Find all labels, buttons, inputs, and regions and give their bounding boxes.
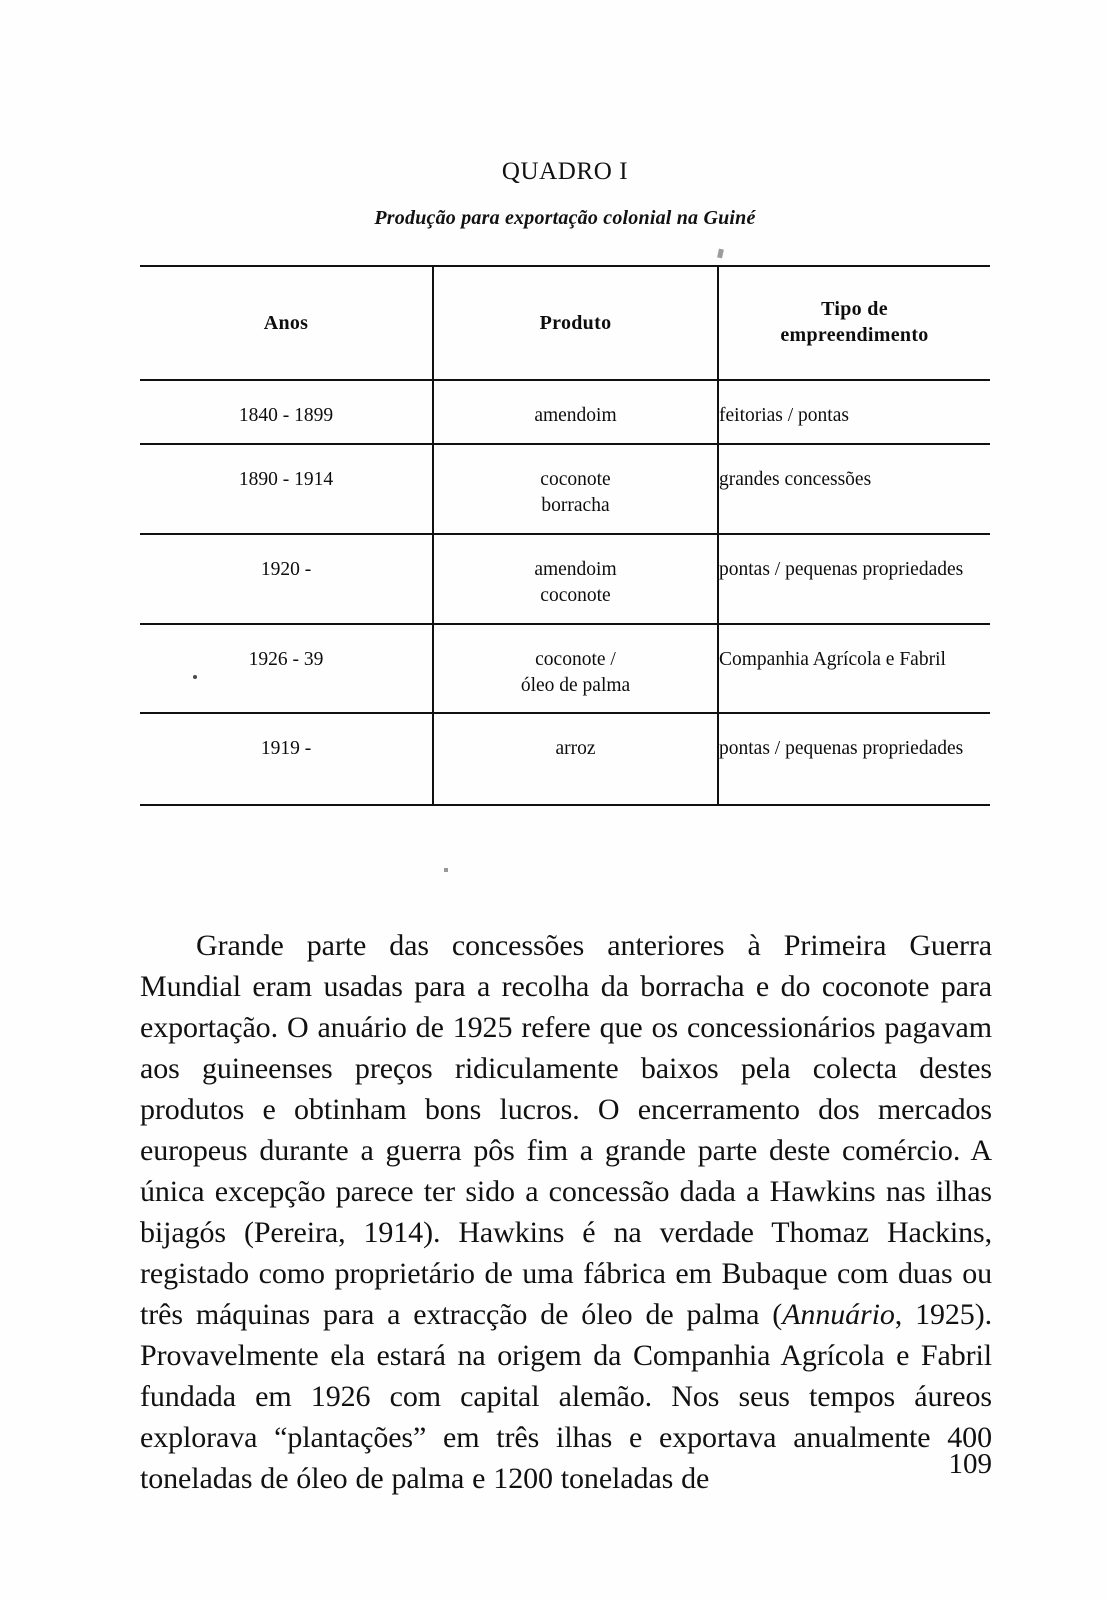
table-row <box>140 713 990 805</box>
table-subtitle: Produção para exportação colonial na Guiné <box>374 207 756 229</box>
column-header-tipo-line2: empreendimento <box>780 324 929 346</box>
cell-produto-line1: amendoim <box>534 405 617 426</box>
table-row <box>140 380 990 444</box>
cell-produto-line1: coconote <box>540 468 611 490</box>
table-row <box>140 624 990 714</box>
cell-anos: 1926 - 39 <box>140 624 433 714</box>
cell-tipo: pontas / pequenas propriedades <box>718 534 990 624</box>
cell-produto-line1: coconote / <box>535 648 616 670</box>
paragraph-part-2: , 1925). Provavelmente ela estará na origem da Companhia Agrícola e Fabril fundada em 1926 com capital alemão. Nos seus tempos áureos explorava “plantações” em três ilhas e exportava anualmente 400 toneladas de óleo de palma e 1200 toneladas de <box>140 1298 992 1495</box>
cell-tipo: feitorias / pontas <box>718 380 990 444</box>
page-number: 109 <box>948 1448 992 1480</box>
cell-anos: 1919 - <box>140 713 433 805</box>
cell-produto <box>433 713 718 805</box>
cell-produto-line2: óleo de palma <box>520 674 631 696</box>
table-row <box>140 444 990 534</box>
table-header-row <box>140 266 990 380</box>
cell-tipo: pontas / pequenas propriedades <box>718 713 990 805</box>
cell-produto <box>433 534 718 624</box>
cell-tipo: Companhia Agrícola e Fabril <box>718 624 990 714</box>
cell-produto-line1: arroz <box>555 738 596 760</box>
cell-anos: 1840 - 1899 <box>140 380 433 444</box>
paragraph-part-1: Grande parte das concessões anteriores à Primeira Guerra Mundial eram usadas para a recolha da borracha e do coconote para exportação. O anuário de 1925 refere que os concessionários pagavam aos guineenses preços ridiculamente baixos pela colecta destes produtos e obtinham bons lucros. O encerramento dos mercados europeus durante a guerra pôs fim a grande parte deste comércio. A única excepção parece ter sido a concessão dada a Hawkins nas ilhas bijagós (Pereira, 1914). Hawkins é na verdade Thomaz Hackins, registado como proprietário de uma fábrica em Bubaque com duas ou três máquinas para a extracção de óleo de palma ( <box>140 929 992 1331</box>
cell-anos: 1890 - 1914 <box>140 444 433 534</box>
column-header-anos: Anos <box>140 266 433 380</box>
scan-artifact-dot <box>193 675 197 679</box>
column-header-produto: Produto <box>433 266 718 380</box>
cell-produto <box>433 380 718 444</box>
scan-artifact-speck <box>717 249 724 259</box>
quadro-i-table <box>140 265 990 806</box>
cell-anos: 1920 - <box>140 534 433 624</box>
cell-produto <box>433 624 718 714</box>
cell-produto-line1: amendoim <box>534 558 617 580</box>
table-title: QUADRO I <box>501 158 629 185</box>
cell-produto-line2: borracha <box>541 494 610 516</box>
table-row <box>140 534 990 624</box>
paragraph-italic-annuario: Annuário <box>782 1298 895 1331</box>
column-header-tipo-empreendimento <box>718 266 990 380</box>
cell-tipo: grandes concessões <box>718 444 990 534</box>
body-paragraph <box>140 925 992 1499</box>
column-header-tipo-line1: Tipo de <box>821 298 888 321</box>
cell-produto <box>433 444 718 534</box>
scan-artifact-dot-lower <box>444 868 448 872</box>
cell-produto-line2: coconote <box>540 584 611 606</box>
